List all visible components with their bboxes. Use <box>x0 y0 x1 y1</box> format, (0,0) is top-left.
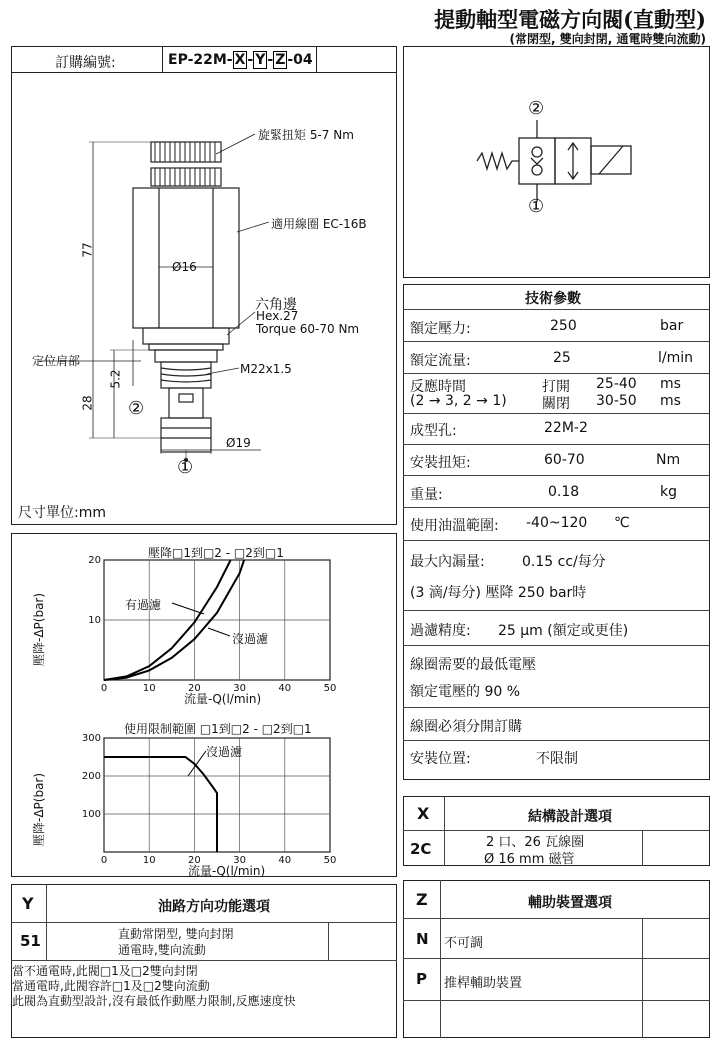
spec-flow-unit: l/min <box>658 350 694 366</box>
z-options-title: 輔助裝置選項 <box>528 895 612 911</box>
z-option-n-code: N <box>416 930 429 948</box>
thread-label: M22x1.5 <box>240 362 292 376</box>
spec-temp-label: 使用油溫範圍: <box>410 518 499 534</box>
spec-leak-value: 0.15 cc/每分 <box>522 554 606 570</box>
chart2-title: 使用限制範圍 □1到□2 - □2到□1 <box>124 722 312 736</box>
spec-weight-value: 0.18 <box>548 484 580 500</box>
spec-weight-label: 重量: <box>410 487 443 503</box>
chart2-x-tick-label: 10 <box>142 855 156 866</box>
chart2-xlabel: 流量-Q(l/min) <box>188 864 266 878</box>
chart2-series-line-1 <box>104 757 217 852</box>
order-code-y: Y <box>255 52 266 68</box>
y-option-desc-1: 直動常閉型, 雙向封閉 <box>118 927 234 941</box>
y-option-desc-2: 通電時,雙向流動 <box>118 943 206 957</box>
spec-pressure-label: 額定壓力: <box>410 321 471 337</box>
chart2-y-tick-label: 100 <box>81 809 101 820</box>
chart1-x-tick-label: 10 <box>142 683 156 692</box>
x-options-head: X <box>417 804 430 823</box>
unit-label: 尺寸單位:mm <box>18 505 106 521</box>
chart1-annot-filtered: 有過濾 <box>125 598 162 612</box>
chart1-y-tick-label: 20 <box>88 555 101 566</box>
y-option-code: 51 <box>20 932 41 950</box>
coil-label: 適用線圈 EC-16B <box>271 217 367 231</box>
chart2-x-tick-label: 30 <box>233 855 246 866</box>
spec-mount-label: 安裝位置: <box>410 751 471 767</box>
spec-response-close-value: 30-50 <box>596 393 637 409</box>
spec-filter-label: 過濾精度: <box>410 623 471 639</box>
chart2-x-tick-label: 0 <box>100 855 108 866</box>
spec-cavity-label: 成型孔: <box>410 423 457 439</box>
chart2-y-tick-label: 300 <box>81 733 101 744</box>
chart2-ylabel: 壓降-ΔP(bar) <box>32 772 46 846</box>
pressure-drop-chart <box>80 552 350 692</box>
order-code-z: Z <box>275 52 286 68</box>
hex-torque-label: Torque 60-70 Nm <box>256 322 360 336</box>
spec-temp-unit: ℃ <box>614 515 630 531</box>
spec-title: 技術參數 <box>525 291 581 307</box>
chart1-x-tick-label: 50 <box>323 683 337 692</box>
symbol-port-1: ① <box>528 196 545 217</box>
y-option-note-1: 當不通電時,此閥□1及□2雙向封閉 <box>12 964 198 978</box>
hex-label-cn: 六角邊 <box>255 297 297 313</box>
spec-temp-value: -40~120 <box>526 515 588 531</box>
knob-torque-label: 旋緊扭矩 5-7 Nm <box>258 128 354 142</box>
spec-response-open-unit: ms <box>660 376 681 392</box>
chart1-x-tick-label: 40 <box>278 683 292 692</box>
spec-pressure-value: 250 <box>550 318 577 334</box>
chart2-x-tick-label: 20 <box>188 855 201 866</box>
spec-flow-label: 額定流量: <box>410 353 471 369</box>
spec-response-close-unit: ms <box>660 393 681 409</box>
chart1-leader-unfiltered <box>208 628 230 636</box>
chart1-x-tick-label: 30 <box>233 683 246 692</box>
page-title: 提動軸型電磁方向閥(直動型) <box>434 7 706 32</box>
chart2-leader-unfiltered <box>188 751 206 776</box>
dim-19: Ø19 <box>226 436 251 450</box>
spec-response-label: 反應時間 <box>410 379 466 395</box>
spec-weight-unit: kg <box>660 484 677 500</box>
spec-pressure-unit: bar <box>660 318 684 334</box>
port-2-label: ② <box>128 398 145 419</box>
spec-torque-unit: Nm <box>656 452 681 468</box>
hex-label: Hex.27 <box>256 309 299 323</box>
chart2-x-tick-label: 40 <box>278 855 292 866</box>
spec-leak-label: 最大內漏量: <box>410 554 485 570</box>
spec-mount-value: 不限制 <box>536 751 578 767</box>
order-code-label: 訂購編號: <box>55 55 116 71</box>
y-options-head: Y <box>22 894 34 913</box>
valve-symbol <box>403 46 710 278</box>
x-option-code: 2C <box>410 840 432 858</box>
spec-cavity-value: 22M-2 <box>544 420 588 436</box>
chart1-xlabel: 流量-Q(l/min) <box>184 692 262 706</box>
x-options-title: 結構設計選項 <box>528 809 612 825</box>
order-code: EP-22M- X - Y - Z -04 <box>168 52 313 68</box>
spec-response-open-value: 25-40 <box>596 376 637 392</box>
chart2-y-tick-label: 200 <box>81 771 101 782</box>
z-option-p-desc: 推桿輔助裝置 <box>444 976 523 991</box>
chart1-x-tick-label: 20 <box>188 683 201 692</box>
z-options-head: Z <box>416 890 428 909</box>
x-option-desc-1: 2 口、26 瓦線圈 <box>486 835 585 850</box>
spec-response-close: 關閉 <box>542 396 570 412</box>
spec-leak-note: (3 滴/每分) 壓降 250 bar時 <box>410 585 587 601</box>
symbol-port-2: ② <box>528 98 545 119</box>
chart1-x-tick-label: 0 <box>100 683 108 692</box>
spec-torque-value: 60-70 <box>544 452 585 468</box>
x-option-desc-2: Ø 16 mm 磁管 <box>484 852 575 867</box>
dim-16: Ø16 <box>172 260 197 274</box>
z-option-p-code: P <box>416 970 427 988</box>
z-option-n-desc: 不可調 <box>444 936 484 951</box>
y-options-title: 油路方向功能選項 <box>158 899 270 915</box>
dim-28: 28 <box>80 395 95 411</box>
dim-5-2: 5.2 <box>108 369 123 389</box>
spec-coil-order: 線圈必須分開訂購 <box>410 719 522 735</box>
spec-filter-value: 25 μm (額定或更佳) <box>498 623 629 639</box>
chart2-annot-unfiltered: 沒過濾 <box>206 745 243 759</box>
chart1-annot-unfiltered: 沒過濾 <box>232 632 269 646</box>
chart1-ylabel: 壓降-ΔP(bar) <box>32 592 46 666</box>
page-subtitle: (常閉型, 雙向封閉, 通電時雙向流動) <box>509 32 706 46</box>
spec-response-direction: (2 → 3, 2 → 1) <box>410 393 507 409</box>
locating-shoulder-label: 定位肩部 <box>32 354 81 368</box>
spec-torque-label: 安裝扭矩: <box>410 455 471 471</box>
y-option-note-2: 當通電時,此閥容許□1及□2雙向流動 <box>12 979 210 993</box>
chart1-y-tick-label: 10 <box>88 615 101 626</box>
spec-voltage-value: 額定電壓的 90 % <box>410 684 521 700</box>
chart2-x-tick-label: 50 <box>323 855 337 866</box>
spec-flow-value: 25 <box>553 350 571 366</box>
spec-response-open: 打開 <box>542 379 570 395</box>
order-code-x: X <box>234 52 246 68</box>
port-1-label: ① <box>177 457 194 478</box>
y-option-note-3: 此閥為直動型設計,沒有最低作動壓力限制,反應速度快 <box>12 994 296 1008</box>
spec-voltage-label: 線圈需要的最低電壓 <box>410 657 536 673</box>
chart1-title: 壓降□1到□2 - □2到□1 <box>148 546 284 560</box>
chart1-leader-filtered <box>172 603 204 614</box>
dim-77: 77 <box>80 242 95 258</box>
